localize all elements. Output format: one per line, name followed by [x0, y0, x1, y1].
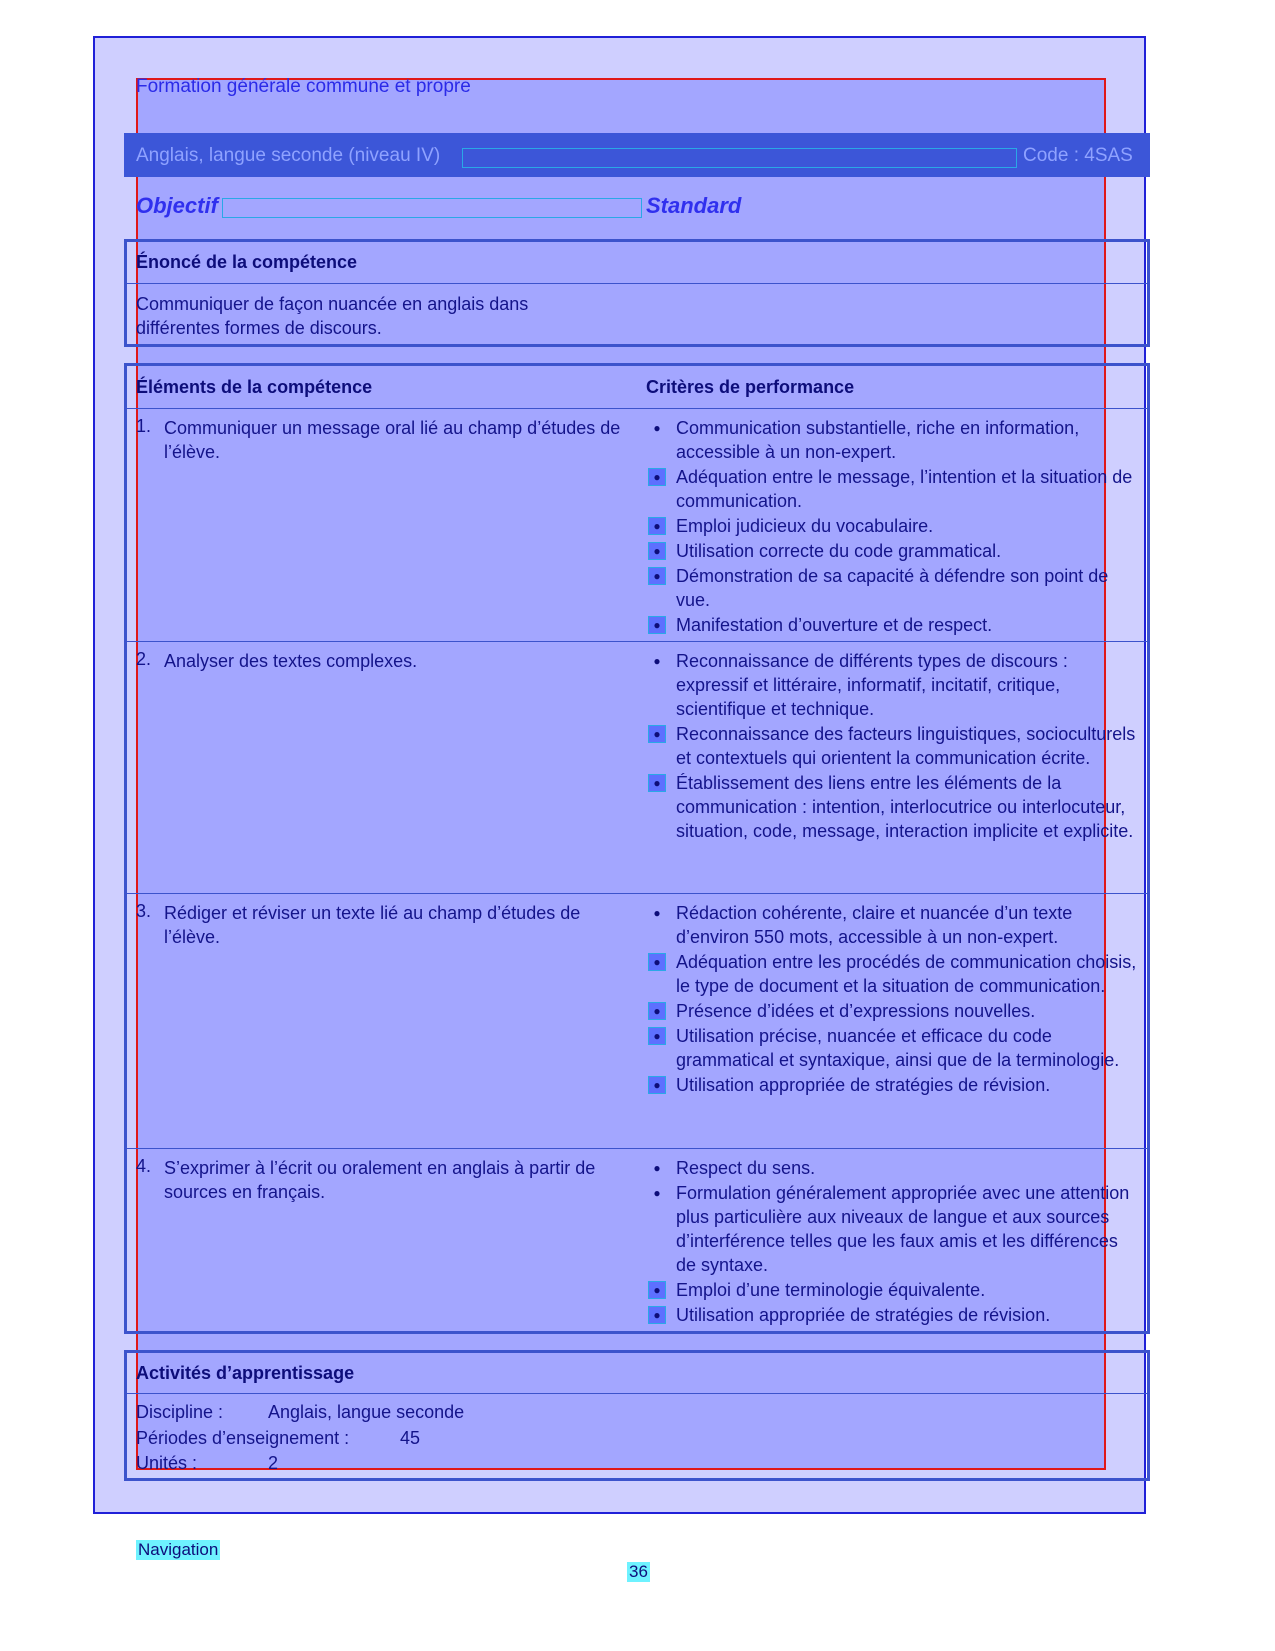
activities-heading: Activités d’apprentissage [136, 1363, 355, 1383]
bullet-icon: ● [648, 616, 666, 634]
bullet-icon: ● [648, 517, 666, 535]
criterion-item: ● Respect du sens. [648, 1156, 1138, 1180]
bullet-icon: ● [653, 1161, 661, 1175]
program-header: Formation générale commune et propre [136, 76, 471, 97]
periods-label: Périodes d’enseignement : [136, 1428, 350, 1448]
bullet-icon: ● [648, 468, 666, 486]
criteria-list [648, 416, 1138, 638]
tab-standard[interactable]: Standard [646, 193, 742, 218]
table-row-divider [124, 1148, 1150, 1149]
element-text: Communiquer un message oral lié au champ d’études de l’élève. [164, 418, 621, 462]
criterion-item: ● Formulation généralement appropriée avec une attention plus particulière aux niveaux de langue et aux sources d’interférence telles que les faux amis et les différences de syntaxe. [648, 1181, 1138, 1277]
criteria-column-header: Critères de performance [646, 377, 855, 397]
criterion-item: ● Utilisation précise, nuancée et efficace du code grammatical et syntaxique, ainsi que de la terminologie. [648, 1024, 1138, 1072]
criterion-item: ● Établissement des liens entre les éléments de la communication : intention, interlocutrice ou interlocuteur, situation, code, message, interaction implicite et explicite. [648, 771, 1138, 843]
criterion-item: ● Adéquation entre le message, l’intention et la situation de communication. [648, 465, 1138, 513]
tab-objective[interactable]: Objectif [136, 193, 218, 218]
course-code-value: 4SAS [1084, 145, 1133, 166]
criterion-item: ● Communication substantielle, riche en information, accessible à un non-expert. [648, 416, 1138, 464]
bullet-icon: ● [648, 1281, 666, 1299]
course-title-underline [462, 148, 1017, 168]
criterion-item: ● Reconnaissance de différents types de discours : expressif et littéraire, informatif, incitatif, critique, scientifique et technique. [648, 649, 1138, 721]
criterion-item: ● Utilisation appropriée de stratégies de révision. [648, 1073, 1138, 1097]
discipline-label: Discipline : [136, 1402, 224, 1422]
bullet-icon: ● [653, 421, 661, 435]
course-code [1023, 145, 1133, 167]
competency-statement-heading: Énoncé de la compétence [136, 252, 358, 272]
course-code-label: Code : [1023, 145, 1079, 166]
criterion-item: ● Manifestation d’ouverture et de respect. [648, 613, 1138, 637]
bullet-icon: ● [648, 953, 666, 971]
page-number: 36 [629, 1562, 648, 1581]
discipline-value: Anglais, langue seconde [268, 1402, 465, 1422]
element-number: 1. [136, 416, 152, 436]
criterion-item: ● Emploi d’une terminologie équivalente. [648, 1278, 1138, 1302]
element-number: 3. [136, 901, 152, 921]
criterion-item: ● Utilisation appropriée de stratégies de révision. [648, 1303, 1138, 1327]
criteria-list [648, 649, 1138, 844]
element-text: S’exprimer à l’écrit ou oralement en anglais à partir de sources en français. [164, 1158, 596, 1202]
bullet-icon: ● [648, 567, 666, 585]
criterion-item: ● Emploi judicieux du vocabulaire. [648, 514, 1138, 538]
criterion-item: ● Présence d’idées et d’expressions nouvelles. [648, 999, 1138, 1023]
criterion-item: ● Adéquation entre les procédés de communication choisis, le type de document et la situation de communication. [648, 950, 1138, 998]
criteria-list [648, 901, 1138, 1098]
table-row-divider [124, 893, 1150, 894]
criterion-item: ● Reconnaissance des facteurs linguistiques, socioculturels et contextuels qui orientent la communication écrite. [648, 722, 1138, 770]
element-number: 4. [136, 1156, 152, 1176]
activities-divider [124, 1393, 1150, 1394]
bullet-icon: ● [653, 1186, 661, 1200]
bullet-icon: ● [653, 906, 661, 920]
navigation-link[interactable]: Navigation [138, 1540, 219, 1559]
bullet-icon: ● [648, 1076, 666, 1094]
units-value: 2 [268, 1453, 279, 1473]
bullet-icon: ● [648, 542, 666, 560]
table-header-divider [124, 408, 1150, 409]
periods-value: 45 [400, 1428, 421, 1448]
objective-rule [222, 198, 642, 218]
element-text: Analyser des textes complexes. [164, 651, 418, 671]
table-row-divider [124, 641, 1150, 642]
competency-statement-text: Communiquer de façon nuancée en anglais dans différentes formes de discours. [136, 294, 529, 338]
criterion-item: ● Utilisation correcte du code grammatical. [648, 539, 1138, 563]
criterion-item: ● Rédaction cohérente, claire et nuancée d’un texte d’environ 550 mots, accessible à un non-expert. [648, 901, 1138, 949]
bullet-icon: ● [648, 1027, 666, 1045]
bullet-icon: ● [648, 725, 666, 743]
units-label: Unités : [136, 1453, 198, 1473]
bullet-icon: ● [648, 1002, 666, 1020]
bullet-icon: ● [653, 654, 661, 668]
element-text: Rédiger et réviser un texte lié au champ d’études de l’élève. [164, 903, 581, 947]
element-number: 2. [136, 649, 152, 669]
competency-divider [124, 283, 1150, 284]
elements-column-header: Éléments de la compétence [136, 377, 373, 397]
criterion-item: ● Démonstration de sa capacité à défendre son point de vue. [648, 564, 1138, 612]
bullet-icon: ● [648, 1306, 666, 1324]
course-title: Anglais, langue seconde (niveau IV) [136, 145, 441, 166]
criteria-list [648, 1156, 1138, 1328]
bullet-icon: ● [648, 774, 666, 792]
